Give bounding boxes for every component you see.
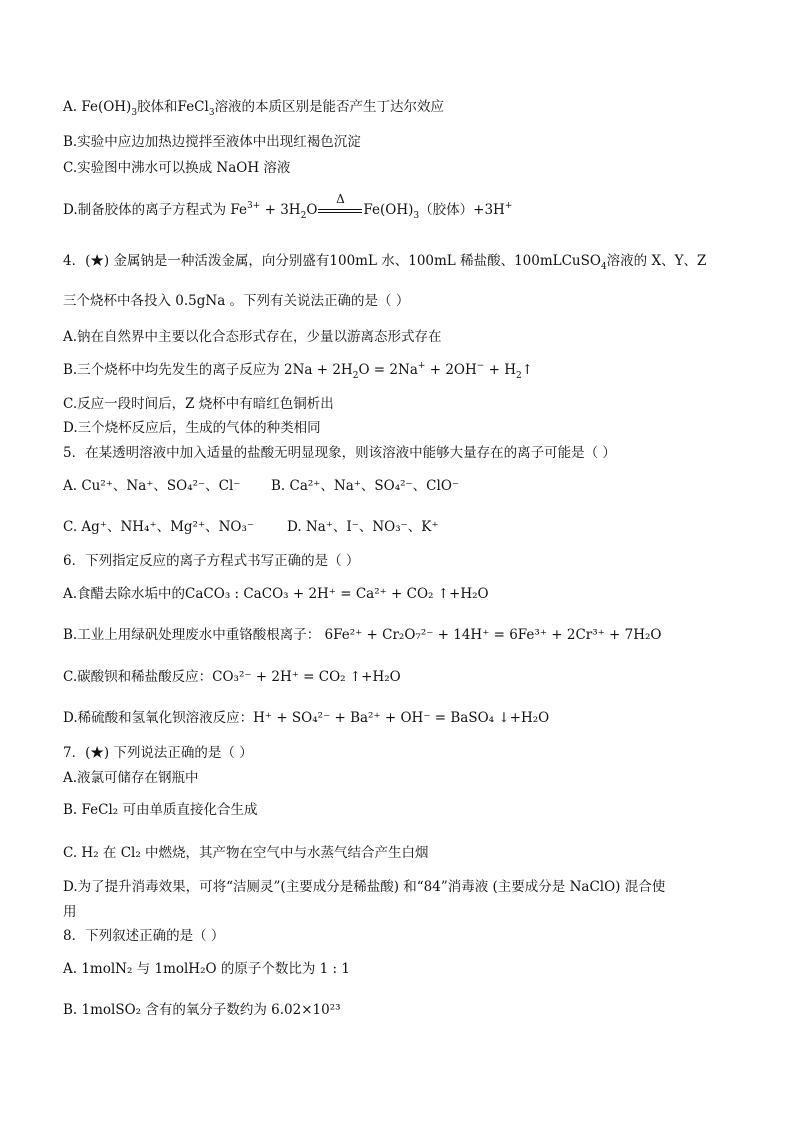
q7-option-b: B. FeCl₂ 可由单质直接化合生成	[63, 802, 258, 818]
q7-stem: 7．(★) 下列说法正确的是（ ）	[63, 745, 253, 761]
heat-equals-sign-icon: Δ	[318, 203, 362, 219]
q5-option-b: B. Ca²⁺、Na⁺、SO₄²⁻、ClO⁻	[271, 478, 460, 494]
q3-option-c: C.实验图中沸水可以换成 NaOH 溶液	[63, 160, 291, 176]
q5-option-a: A. Cu²⁺、Na⁺、SO₄²⁻、Cl⁻	[63, 478, 241, 494]
q4-option-d: D.三个烧杯反应后，生成的气体的种类相同	[63, 420, 321, 436]
q7-option-d-line2: 用	[63, 904, 77, 920]
q4-option-c: C.反应一段时间后，Z 烧杯中有暗红色铜析出	[63, 396, 334, 412]
q4-option-b: B.三个烧杯中均先发生的离子反应为 $2Na + 2H_2O = 2Na^+ + 2OH^-$ + $H_2↑$	[63, 361, 534, 381]
q5-options-cd	[63, 517, 754, 537]
q4-stem-line2: 三个烧杯中各投入 0.5gNa 。下列有关说法正确的是（ ）	[63, 293, 410, 309]
q8-stem: 8．下列叙述正确的是（ ）	[63, 928, 225, 944]
q7-option-c: C. H₂ 在 Cl₂ 中燃烧，其产物在空气中与水蒸气结合产生白烟	[63, 845, 429, 861]
q6-option-b: B.工业上用绿矾处理废水中重铬酸根离子： 6Fe²⁺ + Cr₂O₇²⁻ + 14H⁺ = 6Fe³⁺ + 2Cr³⁺ + 7H₂O	[63, 627, 662, 643]
q7-option-a: A.液氯可储存在钢瓶中	[63, 770, 199, 786]
q8-option-a: A. 1molN₂ 与 1molH₂O 的原子个数比为 1 : 1	[63, 961, 350, 977]
q6-option-a: A.食醋去除水垢中的CaCO₃ : CaCO₃ + 2H⁺ = Ca²⁺ + CO₂ ↑+H₂O	[63, 586, 489, 602]
q5-options-ab	[63, 476, 754, 496]
q3-option-b: B.实验中应边加热边搅拌至液体中出现红褐色沉淀	[63, 134, 361, 150]
q6-option-d: D.稀硫酸和氢氧化钡溶液反应：H⁺ + SO₄²⁻ + Ba²⁺ + OH⁻ = BaSO₄ ↓+H₂O	[63, 710, 550, 726]
q3-option-a: A. $Fe(OH)_3$胶体和FeCl$_3$溶液的本质区别是能否产生丁达尔效应	[63, 99, 445, 118]
q4-option-a: A.钠在自然界中主要以化合态形式存在，少量以游离态形式存在	[63, 329, 442, 345]
q7-option-d-line1: D.为了提升消毒效果，可将“洁厕灵”(主要成分是稀盐酸) 和“84”消毒液 (主要成分是 NaClO) 混合使	[63, 879, 666, 895]
q6-stem: 6．下列指定反应的离子方程式书写正确的是（ ）	[63, 553, 360, 569]
q6-option-c: C.碳酸钡和稀盐酸反应：CO₃²⁻ + 2H⁺ = CO₂ ↑+H₂O	[63, 669, 401, 685]
q5-option-d: D. Na⁺、I⁻、NO₃⁻、K⁺	[287, 519, 439, 535]
q5-stem: 5．在某透明溶液中加入适量的盐酸无明显现象，则该溶液中能够大量存在的离子可能是（ ）	[63, 445, 616, 461]
q3-option-d: D.制备胶体的离子方程式为 $Fe^{3+} + 3H_2O$ Δ $Fe(OH)_3$（胶体）+3H+	[63, 191, 513, 221]
q4-stem-line1: 4．(★) 金属钠是一种活泼金属，向分别盛有100mL 水、100mL 稀盐酸、100mLCuSO$_4$溶液的 X、Y、Z	[63, 253, 707, 272]
q8-option-b: B. 1molSO₂ 含有的氧分子数约为 6.02×10²³	[63, 1002, 341, 1018]
q5-option-c: C. Ag⁺、NH₄⁺、Mg²⁺、NO₃⁻	[63, 519, 254, 535]
